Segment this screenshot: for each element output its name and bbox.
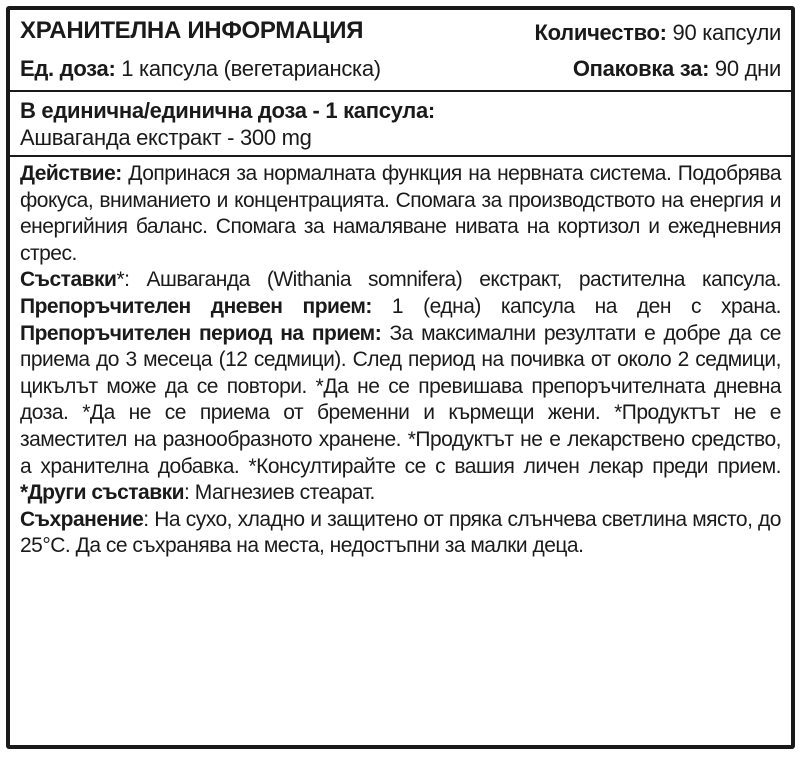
ingredients-paragraph — [20, 267, 781, 506]
quantity-label: Количество: — [534, 20, 667, 45]
action-text: Допринася за нормалната функция на нервната система. Подобрява фокуса, вниманието и концентрацията. Спомага за производството на енергия и енергийния баланс. Спомага за намаляване нивата на кортизол и ежедневния стрес. — [20, 162, 781, 265]
unit-dose-label: Ед. доза: — [20, 56, 116, 81]
quantity-value: 90 капсули — [666, 20, 781, 45]
other-ingredients-text: : Магнезиев стеарат. — [184, 481, 375, 505]
ingredients-text: *: Ашваганда (Withania somnifera) екстракт, растителна капсула. — [116, 268, 781, 292]
daily-intake-label: Препоръчителен дневен прием: — [20, 294, 372, 318]
ingredients-label: Съставки — [20, 268, 117, 292]
supplement-facts-label — [6, 6, 795, 749]
intake-period-label: Препоръчителен период на прием: — [20, 321, 382, 345]
intake-period-text: За максимални резултати е добре да се приема до 3 месеца (12 седмици). След период на почивка от около 2 седмици, цикълът може да се повтори. *Да не се превишава препоръчителната дневна доза. *Да не се приема от бременни и кърмещи жени. *Продуктът не е заместител на разнообразното хранене. *Продуктът не е лекарствено средство, а хранителна добавка. *Консултирайте се с вашия личен лекар преди прием. — [20, 321, 781, 478]
storage-paragraph — [20, 507, 781, 560]
daily-intake-text: 1 (една) капсула на ден с храна. — [371, 294, 782, 318]
storage-text: : На сухо, хладно и защитено от пряка слънчева светлина място, до 25°С. Да се съхранява на места, недостъпни за малки деца. — [20, 507, 781, 558]
package-duration — [573, 56, 781, 82]
storage-label: Съхранение — [20, 507, 144, 531]
header-section — [10, 10, 791, 92]
label-title: ХРАНИТЕЛНА ИНФОРМАЦИЯ — [20, 17, 364, 44]
dose-ingredient: Ашваганда екстракт - 300 mg — [20, 125, 312, 150]
quantity — [534, 20, 781, 46]
package-value: 90 дни — [709, 56, 781, 81]
body-section — [10, 157, 791, 560]
other-ingredients-label: *Други съставки — [20, 481, 185, 505]
package-label: Опаковка за: — [572, 56, 710, 81]
unit-dose — [20, 56, 381, 82]
action-label: Действие: — [20, 162, 122, 185]
dose-heading: В единична/единична доза - 1 капсула: — [20, 98, 435, 123]
dose-section — [10, 92, 791, 157]
unit-dose-value: 1 капсула (вегетарианска) — [115, 56, 381, 81]
action-paragraph — [20, 161, 781, 267]
